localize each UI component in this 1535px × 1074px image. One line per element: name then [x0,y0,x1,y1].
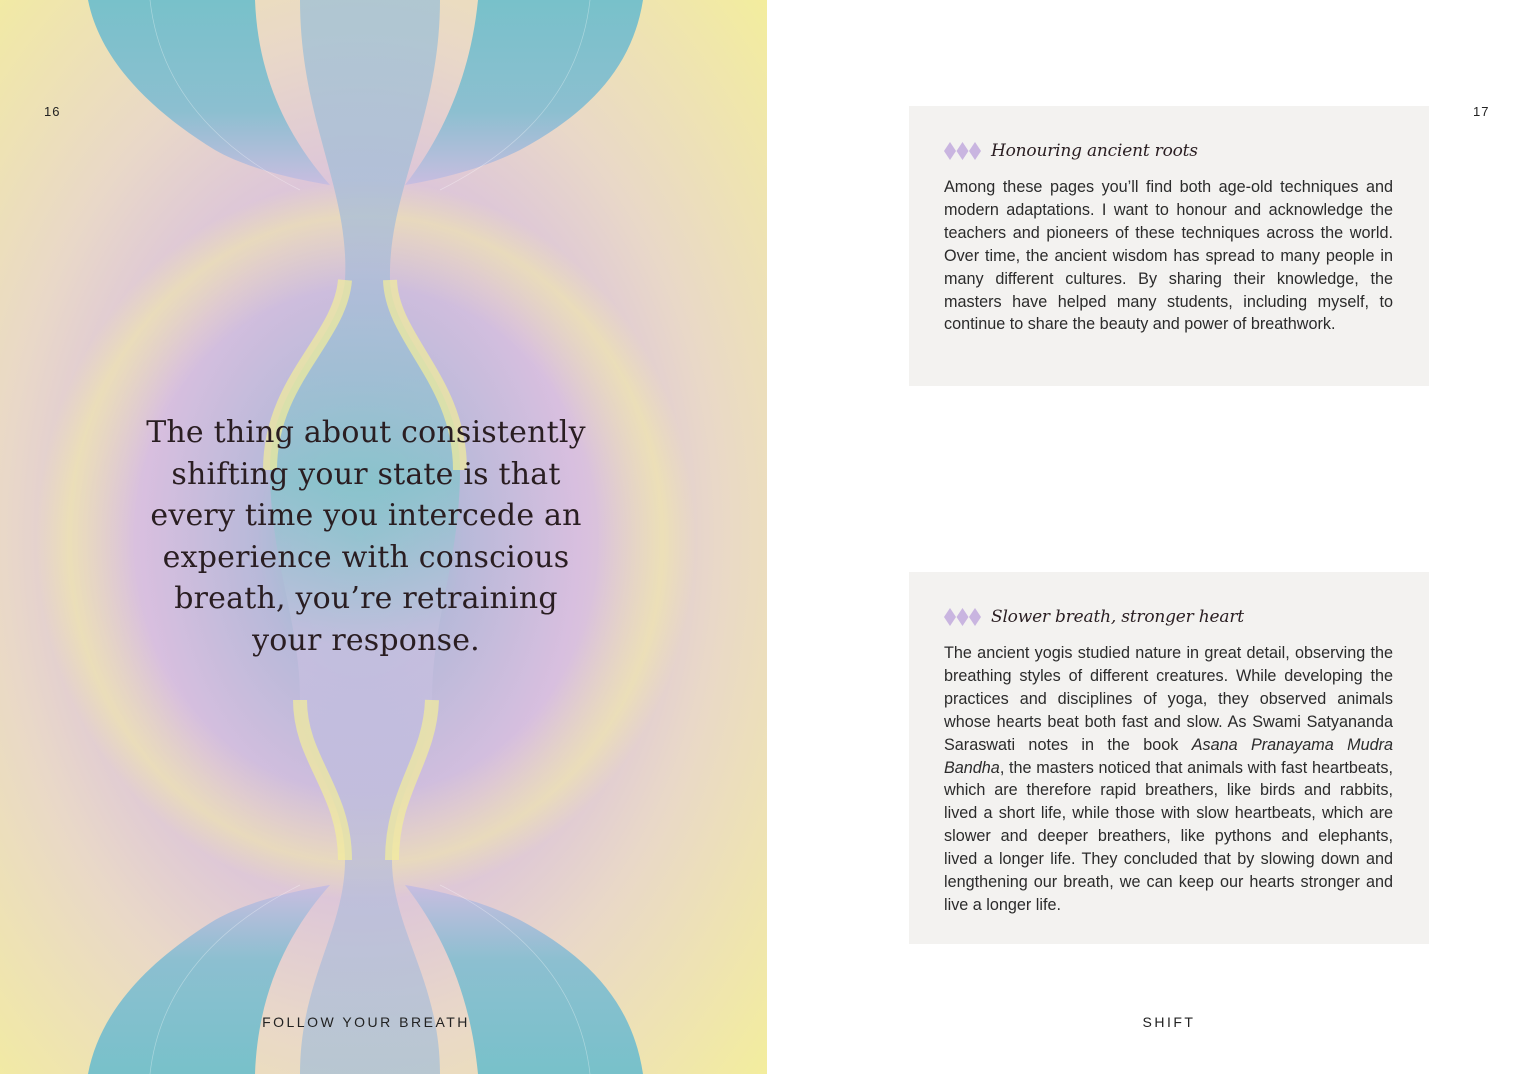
book-title: Asana Pranayama Mudra Bandha [944,735,1393,777]
box-title: Honouring ancient roots [991,141,1198,161]
sidebar-box-honouring-roots [909,106,1429,386]
box-heading [944,138,1393,164]
box-heading [944,604,1393,630]
page-number-right: 17 [1473,104,1490,119]
box-title: Slower breath, stronger heart [991,607,1244,627]
body-text: The ancient yogis studied nature in great detail, observing the breathing styles of different creatures. While developing the practices and disciplines of yoga, they observed animals whose hearts beat both fast and slow. As Swami Satyananda Saraswati notes in the book [944,644,1393,754]
pull-quote: The thing about consistently shifting your state is that every time you intercede an experience with conscious breath, you’re retraining your response. [146,415,586,658]
running-footer-right: SHIFT [1142,1014,1196,1030]
diamond-ornament-icon [944,608,981,626]
box-body [944,642,1393,917]
running-footer-left: FOLLOW YOUR BREATH [262,1014,470,1030]
body-text: , the masters noticed that animals with fast heartbeats, which are therefore rapid breathers, like birds and rabbits, lived a short life, while those with slow heartbeats, which are slower and deeper breathers, like pythons and elephants, lived a longer life. They concluded that by slowing down and lengthening our breath, we can keep our hearts stronger and live a longer life. [944,758,1393,914]
left-page [0,0,767,1074]
diamond-ornament-icon [944,142,981,160]
page-number-left: 16 [44,104,61,119]
sidebar-box-slower-breath [909,572,1429,944]
box-body: Among these pages you’ll find both age-old techniques and modern adaptations. I want to honour and acknowledge the teachers and pioneers of these techniques across the world. Over time, the ancient wisdom has spread to many people in many different cultures. By sharing their knowledge, the masters have helped many students, including myself, to continue to share the beauty and power of breathwork. [944,178,1393,334]
